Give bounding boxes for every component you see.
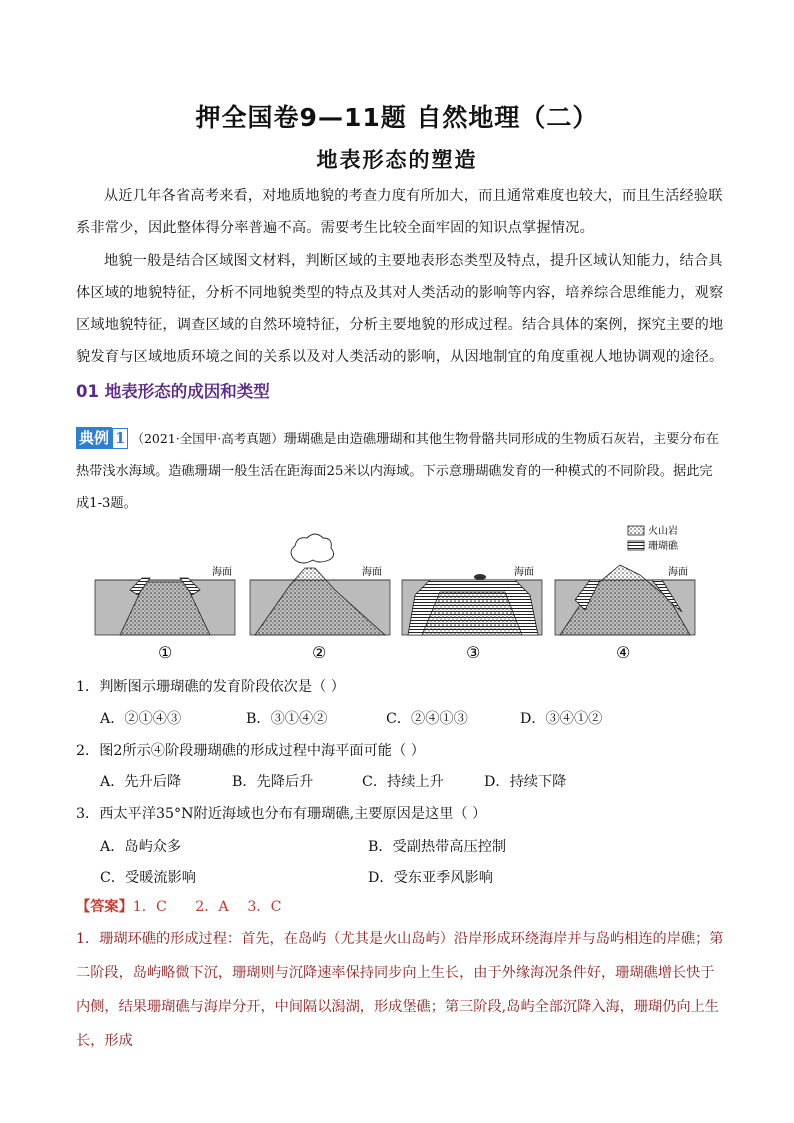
question-3-option-a: A．岛屿众多 [100, 839, 182, 855]
panel-2-label: ② [312, 643, 327, 662]
panel-1-sea-label: 海面 [212, 567, 232, 578]
question-1-option-b: B．③①④② [246, 711, 328, 727]
question-1-stem: 1．判断图示珊瑚礁的发育阶段依次是（ ） [76, 679, 345, 695]
answer-values: 1．C 2．A 3．C [132, 899, 282, 915]
panel-3-label: ③ [466, 643, 481, 662]
legend-volcanic-swatch [628, 526, 644, 535]
example-source: （2021·全国甲·高考真题） [131, 431, 284, 446]
panel-2-sea-label: 海面 [362, 567, 382, 578]
figure-panel-3 [402, 565, 542, 662]
figure-panel-4 [555, 565, 695, 662]
answer-line [76, 896, 281, 916]
example-text: 珊瑚礁是由造礁珊瑚和其他生物骨骼共同形成的生物质石灰岩，主要分布在热带浅水海域。造礁珊瑚一般生活在距海面25米以内海域。下示意珊瑚礁发育的一种模式的不同阶段。据此完成1-3题。 [76, 432, 719, 511]
figure-legend [628, 524, 679, 552]
intro-paragraph-1: 从近几年各省高考来看，对地质地貌的考查力度有所加大，而且通常难度也较大，而且生活经验联系非常少，因此整体得分率普遍不高。需要考生比较全面牢固的知识点掌握情况。 [76, 188, 723, 236]
question-2-option-a: A．先升后降 [100, 774, 182, 790]
example-tag: 典例 [76, 427, 112, 449]
panel-4-sea-label: 海面 [668, 567, 688, 578]
intro-paragraph-2: 地貌一般是结合区域图文材料，判断区域的主要地表形态类型及特点，提升区域认知能力，结合具体区域的地貌特征，分析不同地貌类型的特点及其对人类活动的影响等内容，培养综合思维能力，观察区域地貌特征，调查区域的自然环境特征，分析主要地貌的形成过程。结合具体的案例，探究主要的地貌发育与区域地质环境之间的关系以及对人类活动的影响，从因地制宜的角度重视人地协调观的途径。 [76, 253, 724, 365]
question-2-option-c: C．持续上升 [362, 774, 444, 790]
question-3-stem: 3．西太平洋35°N附近海域也分布有珊瑚礁,主要原因是这里（ ） [76, 806, 487, 822]
legend-volcanic-label: 火山岩 [648, 526, 678, 537]
legend-reef-swatch [628, 541, 644, 550]
question-2-option-d: D．持续下降 [484, 774, 567, 790]
question-3-option-d: D．受东亚季风影响 [368, 870, 493, 886]
page-subtitle: 地表形态的塑造 [316, 148, 478, 172]
legend-reef-label: 珊瑚礁 [648, 541, 678, 552]
question-1-option-c: C．②④①③ [386, 711, 468, 727]
question-2-option-b: B．先降后升 [232, 774, 314, 790]
answer-label: 【答案】 [76, 899, 133, 915]
figure-panel-2 [250, 534, 390, 662]
question-1-option-a: A．②①④③ [100, 711, 182, 727]
panel-1-label: ① [158, 643, 173, 662]
question-3-option-b: B．受副热带高压控制 [368, 839, 507, 855]
question-3-option-c: C．受暖流影响 [100, 870, 196, 886]
answer-explanation: 1．珊瑚环礁的形成过程：首先，在岛屿（尤其是火山岛屿）沿岸形成环绕海岸并与岛屿相连的岸礁；第二阶段，岛屿略微下沉，珊瑚则与沉降速率保持同步向上生长，由于外缘海况条件好，珊瑚礁增长快于内侧，结果珊瑚礁与海岸分开，中间隔以潟湖，形成堡礁；第三阶段,岛屿全部沉降入海，珊瑚仍向上生长，形成 [76, 931, 724, 1049]
coral-reef-figure [90, 520, 700, 670]
example-block [76, 423, 724, 520]
panel-3-sea-label: 海面 [514, 567, 534, 578]
figure-panel-1 [95, 565, 235, 662]
panel-4-label: ④ [616, 643, 631, 662]
section-heading: 01 地表形态的成因和类型 [76, 382, 270, 401]
page-title: 押全国卷9—11题 自然地理（二） [195, 103, 599, 132]
example-number: 1 [112, 428, 128, 449]
question-2-stem: 2．图2所示④阶段珊瑚礁的形成过程中海平面可能（ ） [76, 743, 425, 759]
question-1-option-d: D．③④①② [520, 711, 603, 727]
